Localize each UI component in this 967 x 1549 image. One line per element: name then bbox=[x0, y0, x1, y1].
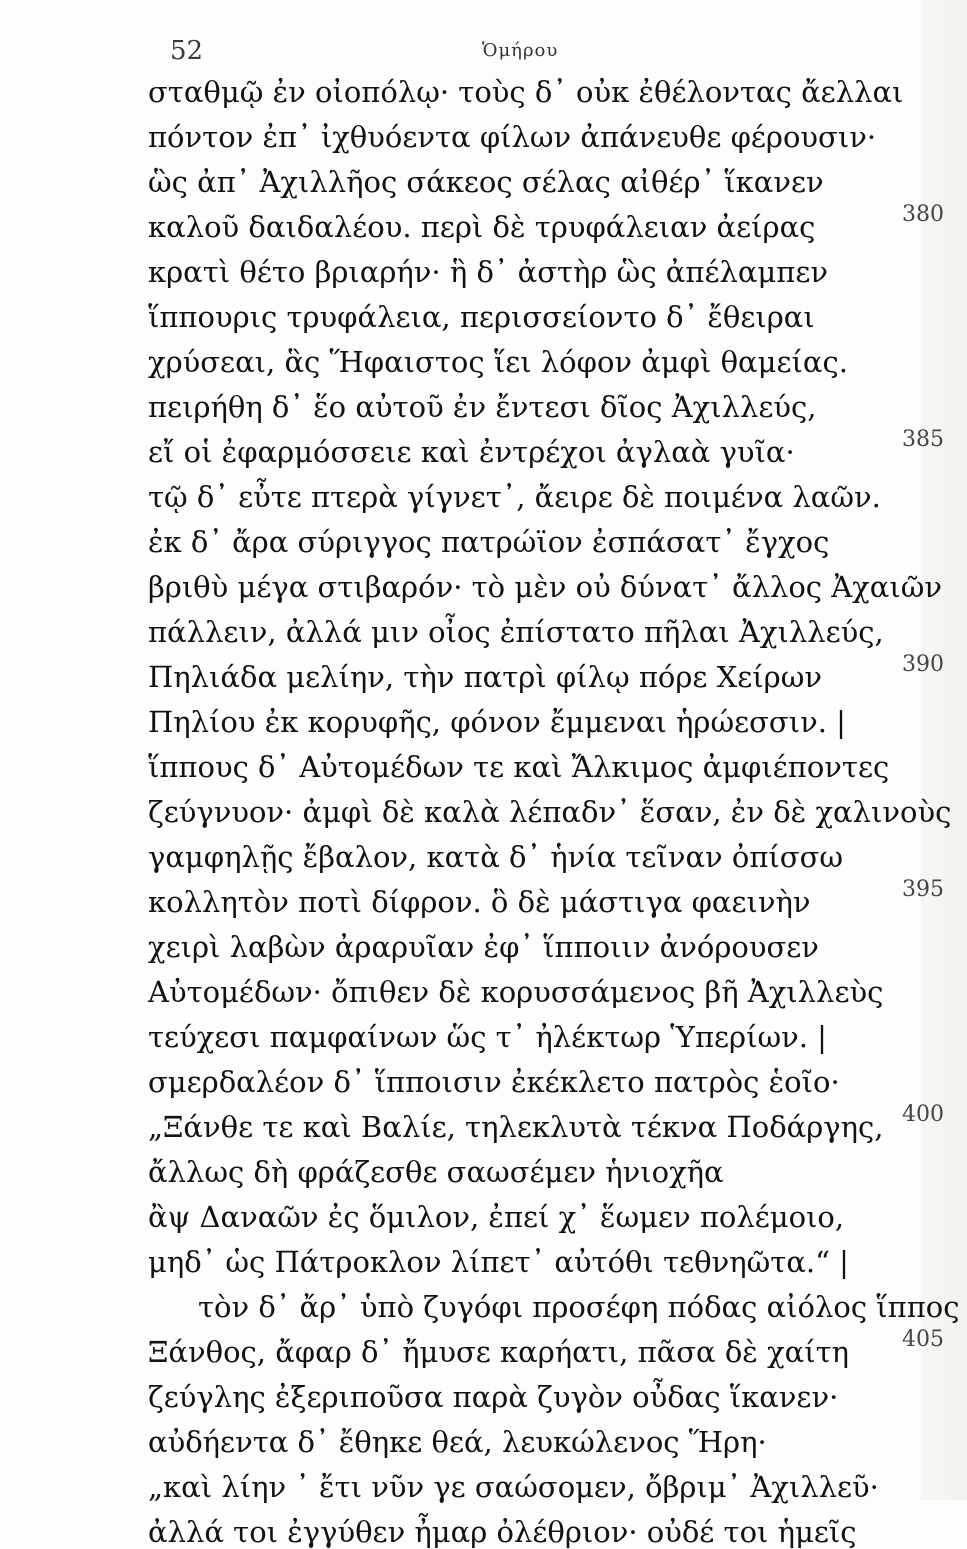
verse-line: κολλητὸν ποτὶ δίφρον. ὃ δὲ μάστιγα φαεινὴν bbox=[148, 885, 811, 919]
verse-line: πάλλειν, ἀλλά μιν οἶος ἐπίστατο πῆλαι Ἀχιλλεύς, bbox=[148, 615, 884, 649]
verse-line: Ξάνθος, ἄφαρ δ᾽ ἤμυσε καρήατι, πᾶσα δὲ χαίτη bbox=[148, 1335, 850, 1369]
verse-line: ἂψ Δαναῶν ἐς ὅμιλον, ἐπεί χ᾽ ἕωμεν πολέμοιο, bbox=[148, 1200, 845, 1234]
line-number: 385 bbox=[902, 427, 944, 452]
verse-line: βριθὺ μέγα στιβαρόν· τὸ μὲν οὐ δύνατ᾽ ἄλλος Ἀχαιῶν bbox=[148, 570, 942, 604]
verse-line: ἄλλως δὴ φράζεσθε σαωσέμεν ἡνιοχῆα bbox=[148, 1155, 724, 1189]
verse-line: χρύσεαι, ἃς Ἥφαιστος ἵει λόφον ἀμφὶ θαμείας. bbox=[148, 345, 848, 379]
verse-line: Αὐτομέδων· ὄπιθεν δὲ κορυσσάμενος βῆ Ἀχιλλεὺς bbox=[148, 975, 884, 1009]
verse-line: αὐδήεντα δ᾽ ἔθηκε θεά, λευκώλενος Ἥρη· bbox=[148, 1425, 767, 1459]
verse-line: τὸν δ᾽ ἄρ᾽ ὑπὸ ζυγόφι προσέφη πόδας αἰόλος ἵππος bbox=[198, 1290, 960, 1324]
verse-line: ζεύγνυον· ἀμφὶ δὲ καλὰ λέπαδν᾽ ἕσαν, ἐν δὲ χαλινοὺς bbox=[148, 795, 952, 829]
verse-line: γαμφηλῇς ἔβαλον, κατὰ δ᾽ ἡνία τεῖναν ὀπίσσω bbox=[148, 840, 844, 874]
verse-line: εἴ οἱ ἐφαρμόσσειε καὶ ἐντρέχοι ἀγλαὰ γυῖα· bbox=[148, 435, 795, 469]
verse-line: τεύχεσι παμφαίνων ὥς τ᾽ ἠλέκτωρ Ὑπερίων. | bbox=[148, 1020, 827, 1054]
running-head: Ὁμήρου bbox=[482, 40, 559, 61]
verse-line: Πηλίου ἐκ κορυφῆς, φόνον ἔμμεναι ἡρώεσσιν. | bbox=[148, 705, 846, 739]
verse-line: πειρήθη δ᾽ ἕο αὐτοῦ ἐν ἔντεσι δῖος Ἀχιλλεύς, bbox=[148, 390, 817, 424]
page-number: 52 bbox=[170, 36, 204, 66]
verse-line: Πηλιάδα μελίην, τὴν πατρὶ φίλῳ πόρε Χείρων bbox=[148, 660, 823, 694]
verse-line: πόντον ἐπ᾽ ἰχθυόεντα φίλων ἀπάνευθε φέρουσιν· bbox=[148, 120, 877, 154]
verse-line: σταθμῷ ἐν οἰοπόλῳ· τοὺς δ᾽ οὐκ ἐθέλοντας ἄελλαι bbox=[148, 75, 904, 109]
verse-line: καλοῦ δαιδαλέου. περὶ δὲ τρυφάλειαν ἀείρας bbox=[148, 210, 816, 244]
verse-line: ἵππους δ᾽ Αὐτομέδων τε καὶ Ἄλκιμος ἀμφιέποντες bbox=[148, 750, 890, 784]
line-number: 395 bbox=[902, 877, 944, 902]
verse-line: ὣς ἀπ᾽ Ἀχιλλῆος σάκεος σέλας αἰθέρ᾽ ἵκανεν bbox=[148, 165, 824, 199]
verse-line: ἐκ δ᾽ ἄρα σύριγγος πατρώϊον ἐσπάσατ᾽ ἔγχος bbox=[148, 525, 830, 559]
verse-line: „καὶ λίην ᾽ ἔτι νῦν γε σαώσομεν, ὄβριμ᾽ Ἀχιλλεῦ· bbox=[148, 1470, 879, 1504]
verse-line: τῷ δ᾽ εὖτε πτερὰ γίγνετ᾽, ἄειρε δὲ ποιμένα λαῶν. bbox=[148, 480, 881, 514]
line-number: 390 bbox=[902, 652, 944, 677]
verse-line: ζεύγλης ἐξεριποῦσα παρὰ ζυγὸν οὖδας ἵκανεν· bbox=[148, 1380, 839, 1414]
line-number: 400 bbox=[902, 1102, 944, 1127]
line-number: 405 bbox=[902, 1327, 944, 1352]
verse-line: χειρὶ λαβὼν ἀραρυῖαν ἐφ᾽ ἵπποιιν ἀνόρουσεν bbox=[148, 930, 819, 964]
verse-line: κρατὶ θέτο βριαρήν· ἣ δ᾽ ἀστὴρ ὣς ἀπέλαμπεν bbox=[148, 255, 828, 289]
verse-line: μηδ᾽ ὡς Πάτροκλον λίπετ᾽ αὐτόθι τεθνηῶτα.“ | bbox=[148, 1245, 849, 1279]
verse-line: ἵππουρις τρυφάλεια, περισσείοντο δ᾽ ἔθειραι bbox=[148, 300, 815, 334]
verse-line: σμερδαλέον δ᾽ ἵπποισιν ἐκέκλετο πατρὸς ἑοῖο· bbox=[148, 1065, 840, 1099]
verse-line: „Ξάνθε τε καὶ Βαλίε, τηλεκλυτὰ τέκνα Ποδάργης, bbox=[148, 1110, 884, 1144]
line-number: 380 bbox=[902, 202, 944, 227]
verse-line: ἀλλά τοι ἐγγύθεν ἦμαρ ὀλέθριον· οὐδέ τοι ἡμεῖς bbox=[148, 1515, 857, 1549]
